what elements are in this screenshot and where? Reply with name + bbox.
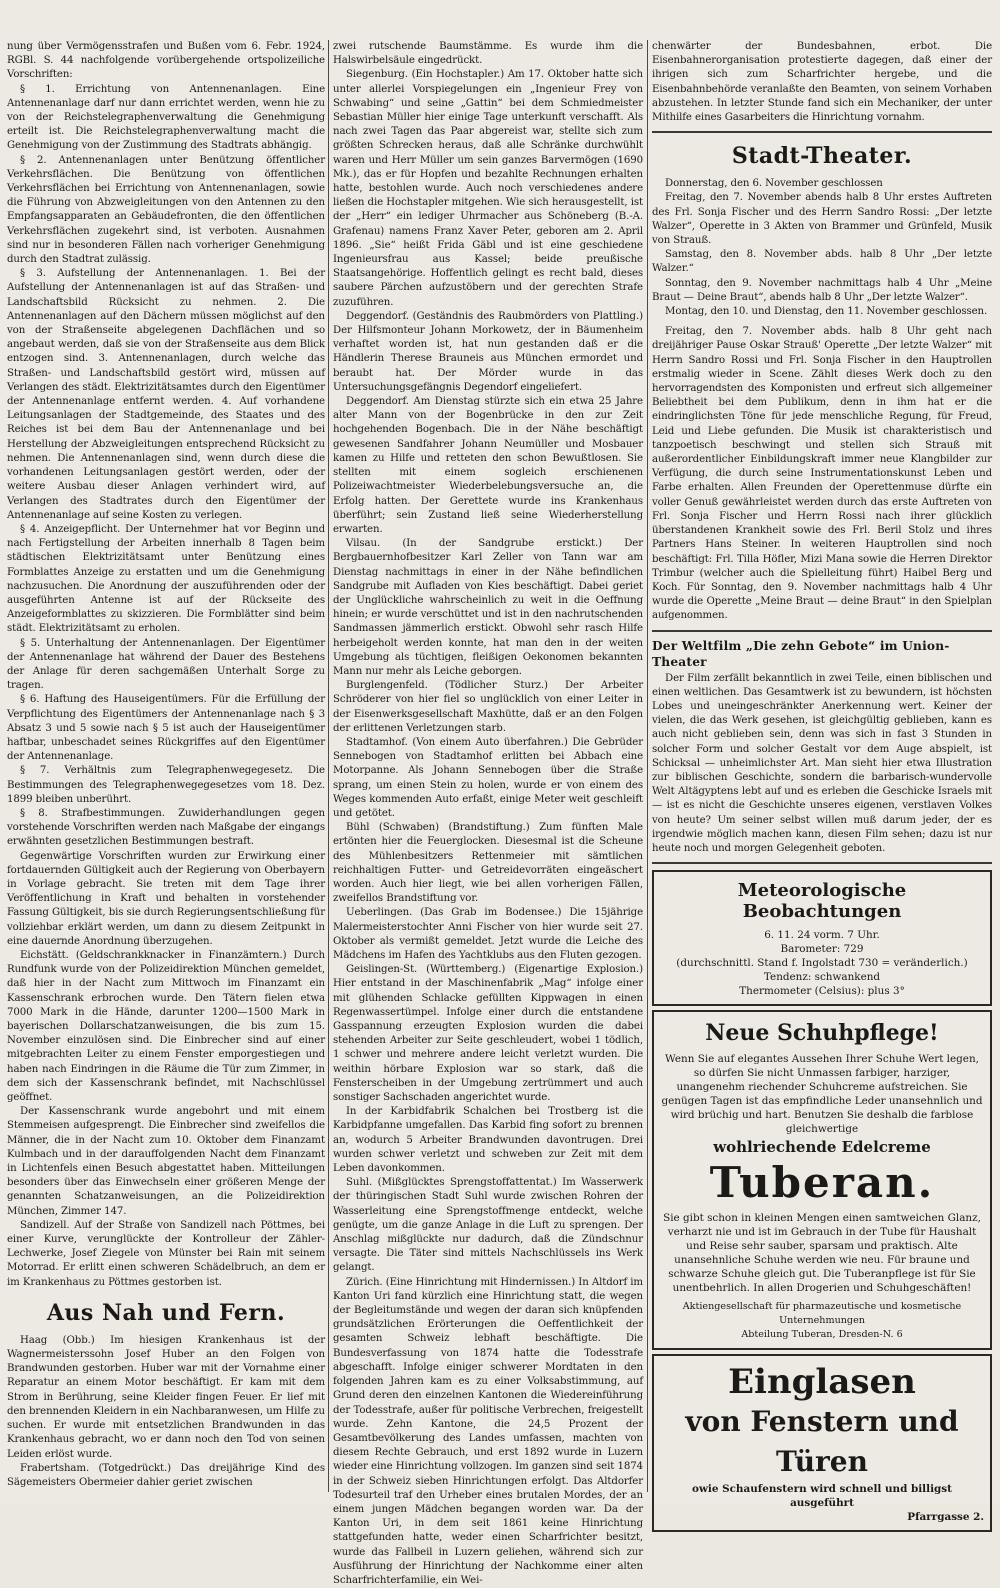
- article-text: In der Karbidfabrik Schalchen bei Trostberg ist die Karbidpfanne umgefallen. Das Karbid fing sofort zu brennen an, wodurch 5 Arbeiter Brandwunden davontrugen. Drei wurden schwer verletzt und schweben zur Zeit mit dem Leben davonkommen.: [333, 1106, 643, 1175]
- article-text: § 4. Anzeigepflicht. Der Unternehmer hat vor Beginn und nach Fertigstellung der Arbeiten innerhalb 8 Tagen beim städtischen Elektrizitätsamt unter Benützung eines Formblattes Anzeige zu erstatten und um die Genehmigung nachzusuchen. Die Anordnung der auszuführenden oder der ausgeführten Antenne ist auf der Rückseite des Anzeigeformblattes zu skizzieren. Die Formblätter sind beim städt. Elektrizitätsamt zu erholen.: [7, 523, 325, 635]
- theater-schedule-line: Freitag, den 7. November abends halb 8 Uhr erstes Auftreten des Frl. Sonja Fischer und des Herrn Sandro Rossi: „Der letzte Walzer“, Operette in 3 Akten von Brammer und Grünfeld, Musik von Strauß.: [652, 192, 992, 247]
- theater-schedule-line: Samstag, den 8. November abds. halb 8 Uhr „Der letzte Walzer.“: [652, 249, 992, 275]
- shoe-cream-ad: [652, 1010, 992, 1350]
- weather-thermometer: Thermometer (Celsius): plus 3°: [739, 985, 905, 998]
- ad-text: Sie gibt schon in kleinen Mengen einen samtweichen Glanz, verharzt nie und ist im Gebrauch in der Tube für Haushalt und Reise sehr sauber, sparsam und praktisch. Alte unansehnliche Schuhe werden wie neu. Für braune und schwarze Schuhe gleich gut. Die Tuberanpflege ist für Sie unentbehrlich. In allen Drogerien und Schuhgeschäften!: [663, 1212, 981, 1295]
- column-middle: [333, 40, 643, 1586]
- article-text: Gegenwärtige Vorschriften wurden zur Erwirkung einer fortdauernden Gültigkeit auch der Regierung von Oberbayern in Vorlage gebracht. Sie treten mit dem Tage ihrer Veröffentlichung in Kraft und behalten in vorstehender Fassung Gültigkeit, bis sie durch Regierungsentschließung für vollziehbar erklärt werden, um dann zu diesem Zeitpunkt in eine dauernde Anordnung überzugehen.: [7, 850, 325, 947]
- column-right: [652, 40, 992, 1524]
- article-text: § 1. Errichtung von Antennenanlagen. Eine Antennenanlage darf nur dann errichtet werden, wenn hie zu von der Reichstelegraphenverwaltung die Genehmigung erteilt ist. Die Reichstelegraphenverwaltung macht die Genehmigung von der Zustimmung des Stadtrats abhängig.: [7, 83, 325, 152]
- article-text: Suhl. (Mißglücktes Sprengstoffattentat.) Im Wasserwerk der thüringischen Stadt Suhl wurde zwischen Rohren der Wasserleitung eine Sprengstoffmenge entdeckt, welche genügte, um die ganze Anlage in die Luft zu sprengen. Der Anschlag mißglückte nur dadurch, daß die Zündschnur versagte. Die Täter sind mittels Nachschlüssels ins Werk gelangt.: [333, 1177, 643, 1274]
- theater-schedule-line: Sonntag, den 9. November nachmittags halb 4 Uhr „Meine Braut — Deine Braut“, abends halb 8 Uhr „Der letzte Walzer“.: [652, 277, 992, 303]
- ad-brand: Tuberan.: [709, 1158, 935, 1208]
- article-text: Der Kassenschrank wurde angebohrt und mit einem Stemmeisen aufgesprengt. Die Einbrecher sind zweifellos die Männer, die in der Nacht zum 10. Oktober dem Finanzamt Kulmbach und in der darauffolgenden Nacht dem Finanzamt in Lichtenfels einen Besuch abgestattet haben. Mitteilungen besonders über das Einwechseln einer größeren Menge der genannten Schatzanweisungen, an die Polizeidirektion München, Zimmer 147.: [7, 1106, 325, 1217]
- article-text: Burglengenfeld. (Tödlicher Sturz.) Der Arbeiter Schröderer von hier fiel so unglücklich von einer Leiter in der Eisenwerksgesellschaft Maxhütte, daß er an den Folgen der erlittenen Verletzungen starb.: [333, 680, 643, 734]
- weather-average: (durchschnittl. Stand f. Ingolstadt 730 = veränderlich.): [676, 957, 968, 970]
- article-text: zwei rutschende Baumstämme. Es wurde ihm die Halswirbelsäule eingedrückt.: [333, 41, 643, 67]
- column-divider: [328, 40, 329, 1492]
- article-text: § 7. Verhältnis zum Telegraphenwegegesetz. Die Bestimmungen des Telegraphenwegegesetzes vom 18. Dez. 1899 bleiben unberührt.: [7, 765, 325, 805]
- theater-schedule-line: Donnerstag, den 6. November geschlossen: [665, 178, 883, 190]
- weather-date: 6. 11. 24 vorm. 7 Uhr.: [764, 929, 880, 942]
- article-text: Sandizell. Auf der Straße von Sandizell nach Pöttmes, bei einer Kurve, verunglückte der Kontrolleur der Zähler-Lechwerke, Josef Ziegele von Münster bei Rain mit seinem Motorrad. Er erlitt einen schweren Schädelbruch, an dem er im Krankenhaus zu Pöttmes gestorben ist.: [7, 1219, 325, 1288]
- film-heading: Der Weltfilm „Die zehn Gebote“ im Union-Theater: [652, 638, 950, 669]
- weather-heading: Meteorologische Beobachtungen: [737, 880, 907, 923]
- ad-text: Wenn Sie auf elegantes Aussehen Ihrer Schuhe Wert legen, so dürfen Sie nicht Unmassen farbiger, harziger, unangenehm riechender Schuhcreme aufstreichen. Sie genügen Tagen ist das empfindliche Leder unansehnlich und wird brüchig und hart. Benutzen Sie deshalb die farblose gleichwertige: [661, 1053, 983, 1136]
- article-text: Bühl (Schwaben) (Brandstiftung.) Zum fünften Male ertönten hier die Feuerglocken. Diesesmal ist die Scheune des Mühlenbesitzers Rettenmeier mit sämtlichen reichhaltigen Futter- und Getreidevorräten eingeäschert worden. Auch hier liegt, wie bei allen vorherigen Fällen, zweifellos Brandstiftung vor.: [333, 822, 643, 905]
- ad-subtitle: von Fenstern und Türen: [685, 1405, 959, 1479]
- ad-company: Aktiengesellschaft für pharmazeutische und kosmetische Unternehmungen: [682, 1301, 962, 1327]
- ad-text: owie Schaufenstern wird schnell und billigst ausgeführt: [692, 1483, 952, 1510]
- article-text: Ueberlingen. (Das Grab im Bodensee.) Die 15jährige Malermeisterstochter Anni Fischer von hier wurde seit 27. Oktober als vermißt gemeldet. Jetzt wurde die Leiche des Mädchens im Hafen des Yachtklubs aus den Fluten gezogen.: [333, 907, 643, 961]
- article-text: Geislingen-St. (Württemberg.) (Eigenartige Explosion.) Hier entstand in der Maschinenfabrik „Mag“ infolge einer mit glühenden Schlacke gefüllten Kippwagen in einen Regenwassertümpel. Infolge einer durch die entstandene Gasspannung erzeugten Explosion wurden die dabei stehenden Arbeiter zur Seite geschleudert, wobei 1 tödlich, 1 schwer und mehrere andere leicht verletzt wurden. Die weithin hörbare Explosion war so stark, daß die Fensterscheiben in der Umgebung zertrümmert und auch sonstiger Sachschaden angerichtet wurde.: [333, 964, 643, 1104]
- article-text: Vilsau. (In der Sandgrube erstickt.) Der Bergbauernhofbesitzer Karl Zeller von Tann war am Dienstag nachmittags in einer in der Nähe befindlichen Sandgrube mit Aufladen von Kies beschäftigt. Dabei geriet der Unglückliche wahrscheinlich zu weit in die Oeffnung hinein; er wurde verschüttet und ist in den nachrutschenden Sandmassen jämmerlich erstickt. Obwohl sehr rasch Hilfe herbeigeholt werden konnte, hat man den in der weiten Umgebung als tüchtigen, fleißigen Oekonomen bekannten Mann nur mehr als Leiche geborgen.: [333, 538, 643, 677]
- article-text: Eichstätt. (Geldschrankknacker in Finanzämtern.) Durch Rundfunk wurde von der Polizeidirektion München gemeldet, daß hier in der Nacht zum Mittwoch im Finanzamt ein Kassenschrank erbrochen wurde. Den Tätern fielen etwa 7000 Mark in die Hände, darunter 1200—1500 Mark in bayerischen Dollarschatzanweisungen, die bis zum 15. November einzulösen sind. Die Einbrecher sind auf einer mitgebrachten Leiter zu einem Fenster emporgestiegen und haben nach Eindringen in die Räume die Tür zum Zimmer, in dem sich der Kassenschrank befindet, mit Nachschlüssel geöffnet.: [7, 950, 325, 1104]
- divider: [652, 131, 992, 133]
- ad-product: wohlriechende Edelcreme: [713, 1138, 931, 1157]
- theater-review: Freitag, den 7. November abds. halb 8 Uhr geht nach dreijähriger Pause Oskar Strauß' Operette „Der letzte Walzer“ mit Herrn Sandro Rossi und Frl. Sonja Fischer in den Hauptrollen erstmalig wieder in Scene. Zählt dieses Werk doch zu den hervorragendsten des Komponisten und erfreut sich allgemeiner Beliebtheit bei dem Publikum, denn in ihm hat er die eindringlichsten Töne für jede menschliche Regung, für Freud, Leid und Liebe gefunden. Die Musik ist charakteristisch und tanzpoetisch beschwingt und stellen sich Strauß mit außerordentlicher Einbildungskraft immer neue Klangbilder zur Verfügung, die durch seine Instrumentationskunst Leben und Farbe erhalten. Allen Freunden der Operettenmuse dürfte ein voller Genuß gewährleistet werden durch das erste Auftreten von Frl. Sonja Fischer und Herrn Rossi nach ihrer glücklich überstandenen Krankheit sowie des Frl. Beril Stolz und ihres Partners Hans Steiner. In weiteren Hauptrollen sind noch beschäftigt: Frl. Tilla Höfler, Mizi Mana sowie die Herren Direktor Trimbur (welcher auch die Spielleitung führt) Haibel Berg und Koch. Für Sonntag, den 9. November nachmittags halb 4 Uhr wurde die Operette „Meine Braut — deine Braut“ in den Spielplan aufgenommen.: [652, 326, 992, 622]
- divider: [652, 862, 992, 864]
- article-text: Zürich. (Eine Hinrichtung mit Hindernissen.) In Altdorf im Kanton Uri fand kürzlich eine Hinrichtung statt, die wegen der Begleitumstände und wegen der daran sich knüpfenden grundsätzlichen Erörterungen die Oeffentlichkeit der gesamten Schweiz lebhaft beschäftigte. Die Bundesverfassung von 1874 hatte die Todesstrafe abgeschafft. Infolge einiger schwerer Mordtaten in den folgenden Jahren kam es zu einer Volksabstimmung, auf Grund deren den einzelnen Kantonen die Wiedereinführung der Todesstrafe, außer für politische Verbrechen, freigestellt wurde. Zehn Kantone, die 24,5 Prozent der Gesamtbevölkerung des Landes umfassen, machten von diesem Rechte Gebrauch, und erst 1892 wurde in Luzern wieder eine Hinrichtung vollzogen. Im ganzen sind seit 1874 in der Schweiz sieben Hinrichtungen erfolgt. Das Altdorfer Todesurteil traf den Urheber eines brutalen Mordes, der an einem jungen Mädchen begangen worden war. Da der Kanton Uri, in dem seit 1861 keine Hinrichtung stattgefunden hatte, weder einen Scharfrichter besitzt, wurde das Fallbeil in Luzern geliehen, während sich zur Ausführung der Hinrichtung der Nachkomme einer alten Scharfrichterfamilie, ein Wei-: [333, 1276, 643, 1586]
- ad-title: Einglasen: [728, 1362, 916, 1403]
- weather-tendency: Tendenz: schwankend: [763, 971, 881, 984]
- ad-address: Pfarrgasse 2.: [907, 1511, 984, 1524]
- article-text: Deggendorf. (Geständnis des Raubmörders von Plattling.) Der Hilfsmonteur Johann Morkowetz, der in Bäumenheim verhaftet worden ist, hat nun gestanden daß er die Händlerin Therese Brauneis aus München ermordet und beraubt hat. Der Mörder wurde in das Untersuchungsgefängnis Degendorf eingeliefert.: [333, 310, 643, 393]
- column-divider: [647, 40, 648, 1492]
- film-review: Der Film zerfällt bekanntlich in zwei Teile, einen biblischen und einen weltlichen. Das Gesamtwerk ist zu bewundern, ist höchsten Lobes und uneingeschränkter Anerkennung wert. Keiner der vielen, die das Werk gesehen, ist gleichgültig geblieben, kann es auch nicht geblieben sein, denn was sich in fast 3 Stunden in solcher Form und solcher Gestalt vor dem Auge abspielt, ist Schicksal — unheimlichster Art. Man sieht hier etwa Illustration zur biblischen Geschichte, sondern die barbarisch-wundervolle Welt Altägyptens lebt auf und es erleben die Geschicke Israels mit — ist es nicht die Geschichte unseres eigenen, verstlaven Volkes von heute? Um seiner selbst willen muß darum jeder, der es irgendwie möglich machen kann, diesen Film sehen; dazu ist nur heute noch und morgen Gelegenheit geboten.: [652, 672, 992, 854]
- weather-box: [652, 870, 992, 1006]
- weather-barometer: Barometer: 729: [780, 943, 864, 956]
- article-text: Haag (Obb.) Im hiesigen Krankenhaus ist der Wagnermeisterssohn Josef Huber an den Folgen von Brandwunden gestorben. Huber war mit der Vornahme einer Reparatur an einem Motor beschäftigt. Er kam mit dem Strom in Berührung, seine Kleider fingen Feuer. Er lief mit den brennenden Kleidern in ein Nachbaranwesen, um Hilfe zu suchen. Er wurde mit entsetzlichen Brandwunden in das Krankenhaus gebracht, wo er dann noch den Tod von seinen Leiden erlöst wurde.: [7, 1334, 325, 1460]
- theater-heading: Stadt-Theater.: [731, 143, 913, 170]
- column-left: [7, 40, 325, 1492]
- article-text: chenwärter der Bundesbahnen, erbot. Die Eisenbahnerorganisation protestierte dagegen, daß einer der ihrigen sich zum Scharfrichter hergebe, und die Eisenbahnbehörde veranlaßte den Beamten, von seinem Vorhaben abzustehen. In letzter Stunde fand sich ein Mechaniker, der unter Mithilfe eines Gasarbeiters die Hinrichtung vornahm.: [652, 41, 992, 124]
- article-text: Frabertsham. (Totgedrückt.) Das dreijährige Kind des Sägemeisters Obermeier dahier geriet zwischen: [7, 1462, 325, 1488]
- ad-heading: Neue Schuhpflege!: [705, 1020, 939, 1047]
- article-text: Deggendorf. Am Dienstag stürzte sich ein etwa 25 Jahre alter Mann von der Bogenbrücke in den zur Zeit hochgehenden Bogenbach. Die in der Nähe beschäftigt gewesenen Sandfahrer Johann Neumüller und Mosbauer kamen zu Hilfe und retteten den schon Bewußtlosen. Sie stellten mit einem sogleich erschienenen Polizeiwachtmeister Wiederbelebungsversuche an, die Erfolg hatten. Der Gerettete wurde ins Krankenhaus überführt; sein Zustand ließ seine Wiederherstellung erwarten.: [333, 396, 643, 535]
- article-text: § 5. Unterhaltung der Antennenanlagen. Der Eigentümer der Antennenanlage hat während der Dauer des Bestehens der Anlage für deren sachgemäßen Unterhalt Sorge zu tragen.: [7, 637, 325, 692]
- section-heading: Aus Nah und Fern.: [46, 1299, 286, 1326]
- article-text: § 6. Haftung des Hauseigentümers. Für die Erfüllung der Verpflichtung des Eigentümers der Antennenanlage nach § 3 Absatz 3 und 5 sowie nach § 5 ist auch der Hauseigentümer haftbar, unbeschadet seines Rückgriffes auf den Eigentümer der Antennenanlage.: [7, 694, 325, 763]
- article-text: Stadtamhof. (Von einem Auto überfahren.) Die Gebrüder Sennebogen von Stadtamhof erlitten bei Abbach eine Motorpanne. Als Johann Sennebogen über die Straße sprang, um einen Stein zu holen, wurde er von einem des Weges kommenden Auto erfaßt, einige Meter weit geschleift und getötet.: [333, 736, 643, 819]
- article-text: § 2. Antennenanlagen unter Benützung öffentlicher Verkehrsflächen. Die Benützung von öffentlichen Verkehrsflächen bei Errichtung von Antennenanlagen, sowie die Führung von Abzweigleitungen von den Antennen zu den Empfangsapparaten an Gebäudefronten, die den öffentlichen Verkehrsflächen zugekehrt sind, ist verboten. Ausnahmen sind nur in besonderen Fällen nach vorheriger Genehmigung durch den Stadtrat zulässig.: [7, 154, 325, 266]
- theater-schedule-line: Montag, den 10. und Dienstag, den 11. November geschlossen.: [665, 306, 988, 318]
- article-text: § 3. Aufstellung der Antennenanlagen. 1. Bei der Aufstellung der Antennenanlagen ist auf das Straßen- und Landschaftsbild Rücksicht zu nehmen. 2. Die Antennenanlagen auf den Dächern müssen möglichst auf den von der Straßenseite abgelegenen Dachflächen und so angebaut werden, daß sie von der Straßenseite aus dem Blick entzogen sind. 3. Antennenanlagen, durch welche das Straßen- und Landschaftsbild gestört wird, müssen auf Verlangen des städt. Elektrizitätsamtes durch den Eigentümer der Antennenanlage entfernt werden. 4. Auf vorhandene Leitungsanlagen der Stadtgemeinde, des Staates und des Reiches ist bei dem Bau der Antennenanlage und bei Herstellung der Abzweigleitungen entsprechend Rücksicht zu nehmen. Die Antennenanlagen sind, wenn durch diese die vorhandenen Leitungsanlagen gestört werden, oder der weitere Ausbau dieser Anlagen verhindert wird, auf Verlangen des Stadtrates durch den Eigentümer der Antennenanlage auf seine Kosten zu verlegen.: [7, 268, 325, 521]
- article-text: § 8. Strafbestimmungen. Zuwiderhandlungen gegen vorstehende Vorschriften werden nach Maßgabe der eingangs erwähnten gesetzlichen Bestimmungen bestraft.: [7, 807, 325, 848]
- divider: [652, 630, 992, 632]
- ad-company-address: Abteilung Tuberan, Dresden-N. 6: [741, 1329, 903, 1341]
- article-text: nung über Vermögensstrafen und Bußen vom 6. Febr. 1924, RGBl. S. 44 nachfolgende vorübergehende ortspolizeiliche Vorschriften:: [7, 41, 325, 81]
- glazier-ad: [652, 1354, 992, 1532]
- article-text: Siegenburg. (Ein Hochstapler.) Am 17. Oktober hatte sich unter allerlei Vorspiegelungen ein „Ingenieur Frey von Schwabing“ und seine „Gattin“ bei dem Schmiedmeister Sebastian Müller hier einige Tage unterkunft verschafft. Als nach zwei Tagen das Paar abgereist war, stellte sich zum größten Schrecken heraus, daß alle Schränke durchwühlt waren und Herr Müller um sein ganzes Barvermögen (1690 Mk.), das er für Hopfen und bezahlte Rechnungen erhalten hatte, bestohlen wurde. Auch noch verschiedenes andere ließen die Hochstapler mitgehen. Wie sich herausgestellt, ist der „Herr“ ein lediger Uhrmacher aus Schöneberg (B.-A. Grafenau) namens Franz Xaver Peter, geboren am 2. April 1896. „Sie“ heißt Frida Gäbl und ist eine geschiedene Ingenieursfrau aus Kassel; beide preußische Staatsangehörige. Hoffentlich gelingt es recht bald, dieses saubere Pärchen aufzustöbern und der gerechten Strafe zuzuführen.: [333, 69, 643, 308]
